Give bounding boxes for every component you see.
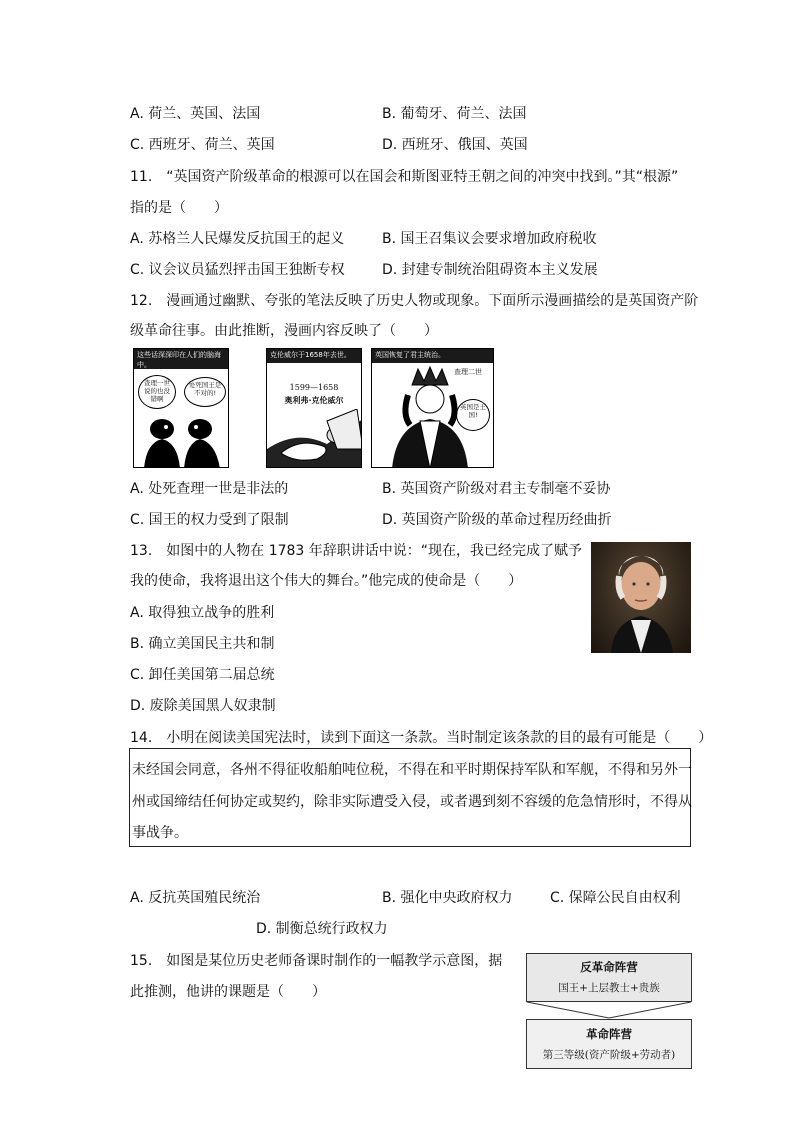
q10-option-d: D. 西班牙、俄国、英国 [382, 137, 528, 153]
q14-stem: 14. 小明在阅读美国宪法时，读到下面这一条款。当时制定该条款的目的最有可能是（ ） [130, 730, 713, 746]
q15-stem-cont: 此推测，他讲的课题是（ ） [130, 984, 326, 1000]
counter-revolution-box [526, 953, 692, 1002]
diagram-connector [526, 1002, 692, 1020]
comic-panel-2 [266, 348, 362, 468]
revolution-members: 第三等级(资产阶级+劳动者) [542, 1049, 676, 1061]
q12-option-d: D. 英国资产阶级的革命过程历经曲折 [382, 512, 612, 528]
q12-stem-cont: 级革命往事。由此推断，漫画内容反映了（ ） [130, 323, 438, 339]
q10-option-c: C. 西班牙、荷兰、英国 [130, 137, 275, 153]
comic2-name: 奥利弗·克伦威尔 [284, 396, 344, 405]
counter-revolution-members: 国王+上层教士+贵族 [558, 982, 660, 994]
comic2-years: 1599—1658 [289, 383, 339, 392]
counter-revolution-title: 反革命阵营 [580, 960, 638, 974]
q14-option-a: A. 反抗英国殖民统治 [130, 890, 261, 906]
q13-option-b: B. 确立美国民主共和制 [130, 636, 275, 652]
revolution-camp-diagram [526, 953, 692, 1069]
q11-option-b: B. 国王召集议会要求增加政府税收 [382, 231, 597, 247]
comic1-caption: 这些话深深印在人们的脑海中。 [134, 349, 228, 369]
revolution-box [526, 1019, 692, 1069]
q10-option-a: A. 荷兰、英国、法国 [130, 106, 261, 122]
comic1-bubble-left: 查理一世说的也没错啊 [138, 375, 176, 409]
q12-option-b: B. 英国资产阶级对君主专制毫不妥协 [382, 481, 611, 497]
comic3-caption: 英国恢复了君主统治。 [372, 349, 493, 363]
q14-quote-line-3: 事战争。 [132, 825, 188, 841]
q13-stem: 13. 如图中的人物在 1783 年辞职讲话中说：“现在，我已经完成了赋予 [130, 543, 583, 559]
q15-stem: 15. 如图是某位历史老师备课时制作的一幅教学示意图，据 [130, 953, 503, 969]
comic-panel-1 [133, 348, 229, 468]
q11-option-c: C. 议会议员猛烈抨击国王独断专权 [130, 262, 345, 278]
comic2-deathbed [267, 409, 362, 468]
q14-quote-line-1: 未经国会同意，各州不得征收船舶吨位税，不得在和平时期保持军队和军舰，不得和另外一 [132, 762, 692, 778]
q10-option-b: B. 葡萄牙、荷兰、法国 [382, 106, 527, 122]
revolution-title: 革命阵营 [586, 1027, 632, 1041]
washington-portrait [591, 542, 691, 653]
constitution-quote-box [129, 748, 691, 847]
q13-option-d: D. 废除美国黑人奴隶制 [130, 698, 276, 714]
q13-option-a: A. 取得独立战争的胜利 [130, 605, 275, 621]
q12-option-a: A. 处死查理一世是非法的 [130, 481, 289, 497]
q11-stem-cont: 指的是（ ） [130, 200, 228, 216]
portrait-figure [591, 542, 691, 653]
q12-stem: 12. 漫画通过幽默、夸张的笔法反映了历史人物或现象。下面所示漫画描绘的是英国资产阶 [130, 293, 699, 309]
comic-panel-3 [371, 348, 494, 468]
q14-quote-line-2: 州或国缔结任何协定或契约，除非实际遭受入侵，或者遇到刻不容缓的危急情形时，不得从 [132, 794, 692, 810]
comic3-label: 查理二世 [454, 368, 482, 376]
q14-option-c: C. 保障公民自由权利 [550, 890, 681, 906]
q13-option-c: C. 卸任美国第二届总统 [130, 667, 275, 683]
comic2-caption: 克伦威尔于1658年去世。 [267, 349, 361, 363]
comic1-figures [134, 407, 229, 468]
q11-stem: 11. “英国资产阶级革命的根源可以在国会和斯图亚特王朝之间的冲突中找到。”其“根源” [130, 169, 679, 185]
q11-option-a: A. 苏格兰人民爆发反抗国王的起义 [130, 231, 345, 247]
q14-option-d: D. 制衡总统行政权力 [256, 921, 388, 937]
q14-option-b: B. 强化中央政府权力 [382, 890, 513, 906]
q11-option-d: D. 封建专制统治阻碍资本主义发展 [382, 262, 598, 278]
q13-stem-cont: 我的使命，我将退出这个伟大的舞台。”他完成的使命是（ ） [130, 573, 523, 589]
comic3-bubble: 英国是王国! [456, 399, 490, 431]
comic3-king [372, 365, 494, 468]
q12-option-c: C. 国王的权力受到了限制 [130, 512, 289, 528]
comic1-bubble-right: 处死国王是不对的! [184, 377, 226, 407]
